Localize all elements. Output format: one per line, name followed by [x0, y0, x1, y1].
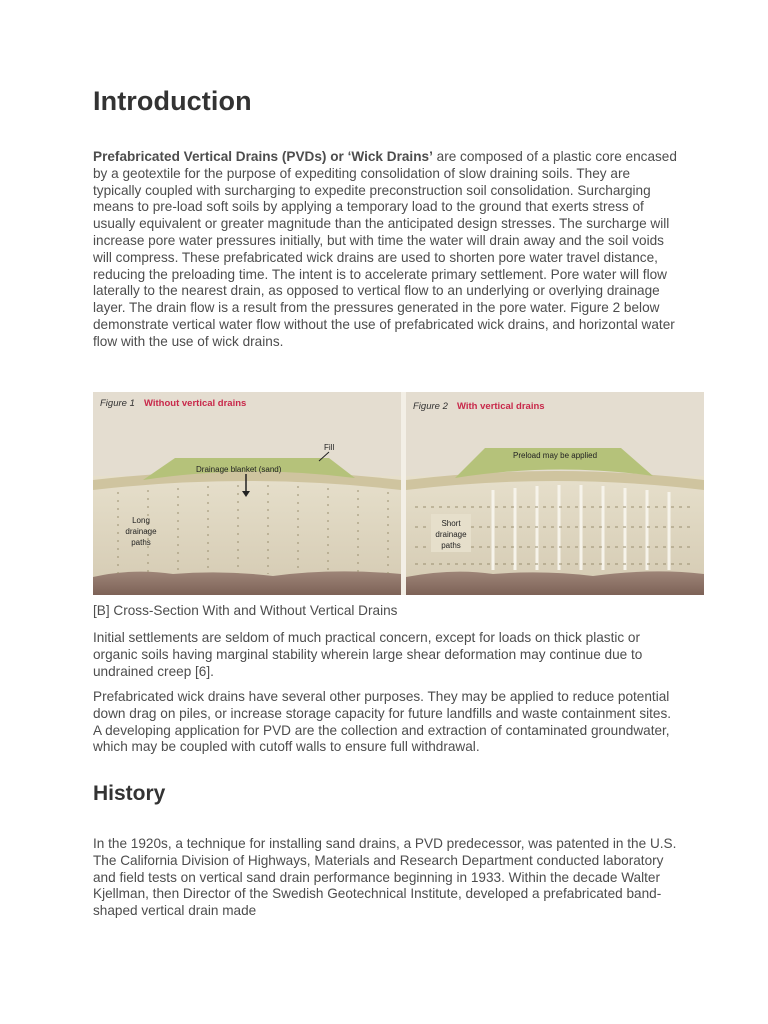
figure-caption: [B] Cross-Section With and Without Vertical Drains [93, 603, 398, 618]
figure-divider [401, 392, 406, 595]
paragraph-purposes: Prefabricated wick drains have several other purposes. They may be applied to reduce potential down drag on piles, or increase storage capacity for future landfills and waste containment sites. A developing application for PVD are the collection and extraction of contaminated groundwater, which may be coupled with cutoff walls to ensure full withdrawal. [93, 689, 672, 755]
intro-paragraph [93, 149, 679, 351]
page-title: Introduction [93, 86, 252, 116]
fig1-paths-line1: Long [132, 516, 150, 525]
fig1-label: Figure 1 [100, 398, 135, 409]
fig1-title: Without vertical drains [144, 398, 247, 409]
cross-section-figure [93, 392, 704, 595]
history-heading: History [93, 782, 166, 805]
fig1-paths-line2: drainage [125, 527, 157, 536]
fig2-paths-line2: drainage [435, 530, 467, 539]
intro-text: are composed of a plastic core encased by a geotextile for the purpose of expediting consolidation of slow draining soils. They are typically coupled with surcharging to expedite preconstruction soil consolidation. Surcharging means to pre-load soft soils by applying a temporary load to the ground that exerts stress of usually equivalent or greater magnitude than the anticipated design stresses. The surcharge will increase pore water pressures initially, but with time the water will drain away and the soil voids will compress. These prefabricated wick drains are used to shorten pore water travel distance, reducing the preloading time. The intent is to accelerate primary settlement. Pore water will flow laterally to the nearest drain, as opposed to vertical flow to an underlying or overlying drainage layer. The drain flow is a result from the pressures generated in the pore water. Figure 2 below demonstrate vertical water flow without the use of prefabricated wick drains, and horizontal water flow with the use of wick drains. [93, 149, 677, 349]
fig2-label: Figure 2 [413, 401, 448, 412]
fig1-paths-line3: paths [131, 538, 151, 547]
fig1-fill-label: Fill [324, 443, 335, 452]
figure-1-panel [93, 392, 401, 595]
fig2-paths-line3: paths [441, 541, 461, 550]
cross-section-illustration [93, 392, 704, 595]
fig2-paths-line1: Short [441, 519, 461, 528]
fig2-preload-label: Preload may be applied [513, 451, 598, 460]
fig2-title: With vertical drains [457, 401, 545, 412]
figure-2-panel [406, 392, 704, 595]
paragraph-settlements: Initial settlements are seldom of much practical concern, except for loads on thick plastic or organic soils having marginal stability wherein large shear deformation may continue due to undrained creep [6]. [93, 630, 643, 679]
intro-bold-lead: Prefabricated Vertical Drains (PVDs) or ‘Wick Drains’ [93, 149, 433, 164]
fig1-blanket-label: Drainage blanket (sand) [196, 465, 282, 474]
paragraph-history: In the 1920s, a technique for installing sand drains, a PVD predecessor, was patented in the U.S. The California Division of Highways, Materials and Research Department conducted laboratory and field tests on vertical sand drain performance beginning in 1933. Within the decade Walter Kjellman, then Director of the Swedish Geotechnical Institute, developed a prefabricated band-shaped vertical drain made [93, 836, 677, 919]
